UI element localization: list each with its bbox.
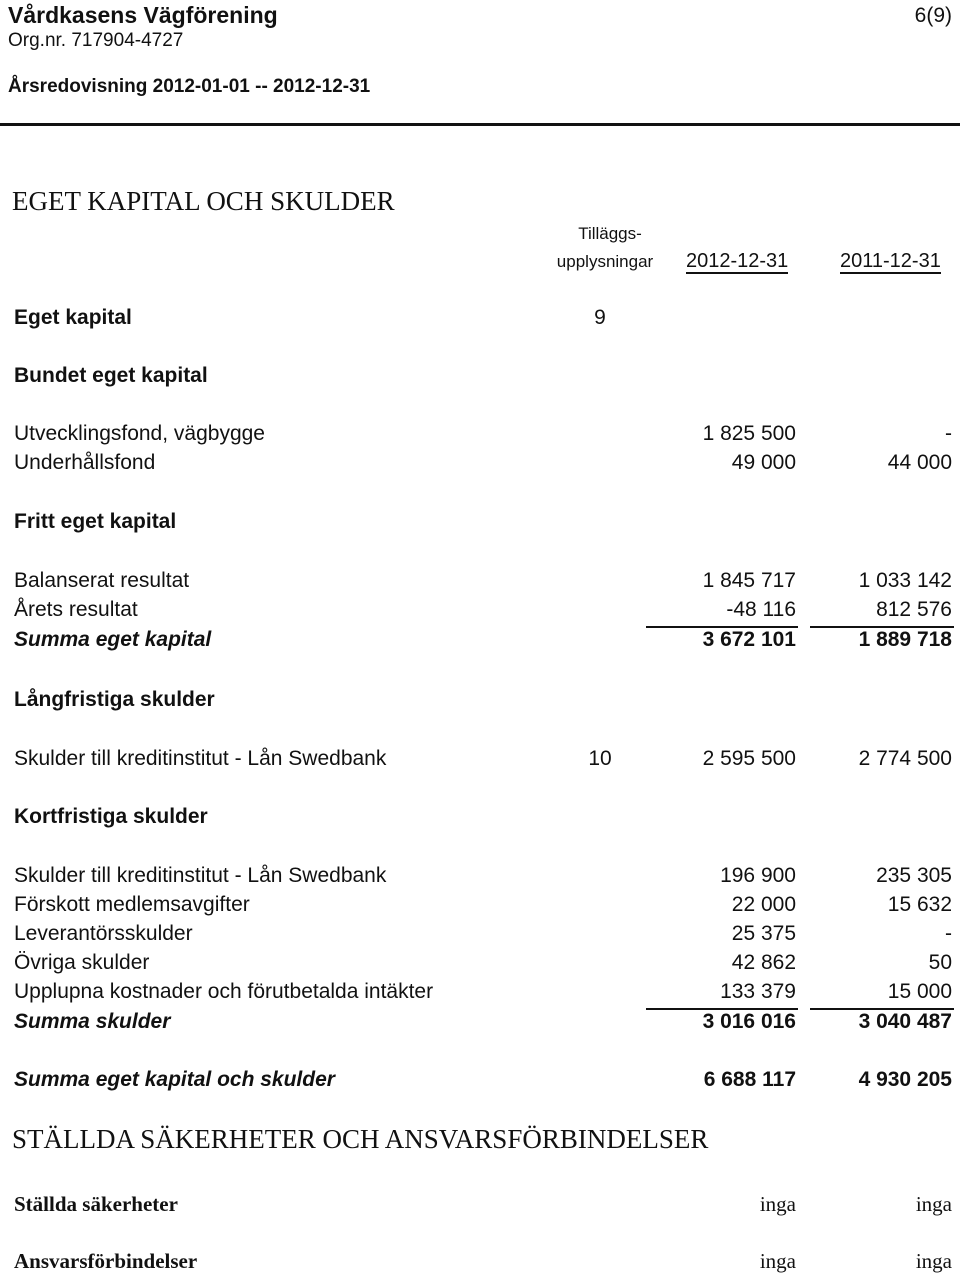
row-value-2012: 22 000 — [731, 893, 796, 916]
row-label: Balanserat resultat — [14, 569, 190, 592]
page-number: 6(9) — [914, 4, 952, 27]
row-value-2012: 1 845 717 — [702, 569, 796, 592]
column-header-2011-text: 2011-12-31 — [840, 250, 941, 272]
row-note: 10 — [588, 747, 612, 770]
row-value-2012: 49 000 — [731, 451, 796, 474]
ansvarsforbindelser-2012: inga — [759, 1249, 796, 1273]
row-value-2011: - — [945, 422, 952, 445]
row-value-2012: 196 900 — [720, 864, 796, 887]
eget-kapital-note: 9 — [594, 306, 606, 329]
summa-total-2012: 6 688 117 — [703, 1068, 796, 1091]
row-value-2011: 1 033 142 — [858, 569, 952, 592]
row-label: Övriga skulder — [14, 951, 150, 974]
row-value-2012: 25 375 — [731, 922, 796, 945]
bundet-heading: Bundet eget kapital — [14, 364, 208, 387]
column-header-2012 — [686, 250, 788, 273]
summa-skulder-2011: 3 040 487 — [858, 1010, 952, 1033]
column-header-2012-text: 2012-12-31 — [686, 250, 789, 272]
summa-total-label: Summa eget kapital och skulder — [14, 1068, 335, 1091]
header-divider — [0, 123, 960, 126]
row-value-2012: 42 862 — [731, 951, 796, 974]
section-title-pledges: STÄLLDA SÄKERHETER OCH ANSVARSFÖRBINDELSER — [12, 1124, 709, 1154]
column-header-2011 — [840, 250, 941, 273]
row-label: Årets resultat — [14, 598, 138, 621]
row-label: Utvecklingsfond, vägbygge — [14, 422, 265, 445]
ansvarsforbindelser-2011: inga — [915, 1249, 952, 1273]
note-header-line1: Tilläggs- — [578, 224, 642, 243]
row-label: Förskott medlemsavgifter — [14, 893, 250, 916]
stallda-sakerheter-2011: inga — [915, 1192, 952, 1216]
row-label: Leverantörsskulder — [14, 922, 193, 945]
eget-kapital-heading: Eget kapital — [14, 306, 132, 329]
summa-total-2011: 4 930 205 — [858, 1068, 952, 1091]
row-value-2011: - — [945, 922, 952, 945]
summa-skulder-2012: 3 016 016 — [702, 1010, 796, 1033]
row-value-2012: 1 825 500 — [702, 422, 796, 445]
org-name: Vårdkasens Vägförening — [8, 2, 278, 28]
fritt-heading: Fritt eget kapital — [14, 510, 177, 533]
row-label: Skulder till kreditinstitut - Lån Swedbank — [14, 747, 387, 770]
row-value-2011: 44 000 — [887, 451, 952, 474]
row-label: Skulder till kreditinstitut - Lån Swedbank — [14, 864, 387, 887]
section-title-balance: EGET KAPITAL OCH SKULDER — [12, 186, 395, 216]
row-value-2011: 15 000 — [887, 980, 952, 1003]
summa-skulder-label: Summa skulder — [14, 1010, 171, 1033]
row-value-2011: 235 305 — [876, 864, 952, 887]
ansvarsforbindelser-label: Ansvarsförbindelser — [14, 1249, 198, 1273]
langfristiga-heading: Långfristiga skulder — [14, 688, 215, 711]
summa-eget-kapital-2012: 3 672 101 — [702, 628, 796, 651]
row-value-2011: 15 632 — [887, 893, 952, 916]
note-header-line2: upplysningar — [556, 252, 654, 271]
row-label: Underhållsfond — [14, 451, 156, 474]
summa-eget-kapital-2011: 1 889 718 — [858, 628, 952, 651]
org-number: Org.nr. 717904-4727 — [8, 30, 184, 51]
summa-eget-kapital-label: Summa eget kapital — [14, 628, 212, 651]
row-value-2011: 50 — [928, 951, 952, 974]
row-value-2012: -48 116 — [726, 598, 796, 621]
row-value-2012: 2 595 500 — [702, 747, 796, 770]
row-label: Upplupna kostnader och förutbetalda intäkter — [14, 980, 434, 1003]
row-value-2011: 2 774 500 — [858, 747, 952, 770]
kortfristiga-heading: Kortfristiga skulder — [14, 805, 208, 828]
report-title: Årsredovisning 2012-01-01 -- 2012-12-31 — [8, 76, 371, 97]
stallda-sakerheter-2012: inga — [759, 1192, 796, 1216]
row-value-2012: 133 379 — [720, 980, 796, 1003]
stallda-sakerheter-label: Ställda säkerheter — [14, 1192, 178, 1216]
row-value-2011: 812 576 — [876, 598, 952, 621]
